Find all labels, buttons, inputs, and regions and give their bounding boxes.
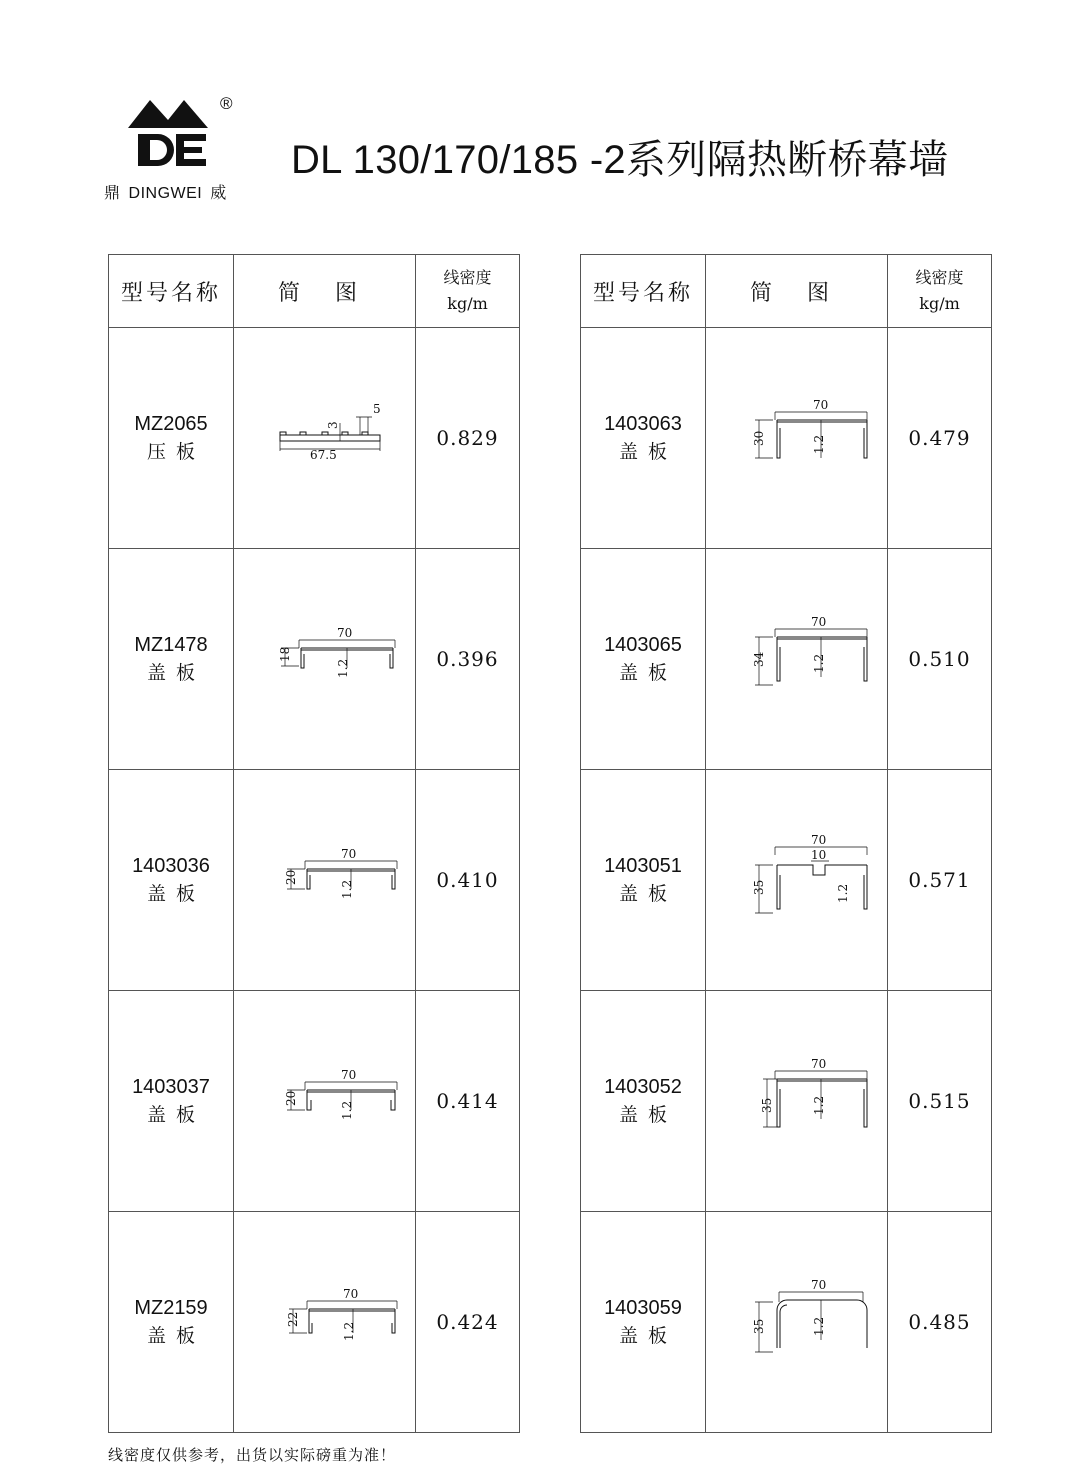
cover-plate-drawing xyxy=(255,624,395,694)
svg-text:1.2: 1.2 xyxy=(341,1321,356,1341)
model-cell: 1403036 盖板 xyxy=(109,770,234,991)
svg-text:35: 35 xyxy=(751,879,766,895)
svg-text:70: 70 xyxy=(340,1068,356,1082)
density-cell: 0.414 xyxy=(416,991,520,1212)
density-cell: 0.485 xyxy=(888,1212,992,1433)
density-cell: 0.510 xyxy=(888,549,992,770)
table-row xyxy=(581,549,992,770)
table-row xyxy=(109,1212,520,1433)
density-cell: 0.515 xyxy=(888,991,992,1212)
model-cell: 1403051 盖板 xyxy=(581,770,706,991)
table-row xyxy=(109,549,520,770)
cover-plate-drawing xyxy=(255,1287,395,1357)
svg-text:1.2: 1.2 xyxy=(339,879,354,899)
header-name: 型号名称 xyxy=(581,255,706,328)
drawing-cell xyxy=(234,549,416,770)
svg-text:30: 30 xyxy=(751,430,766,446)
footnote: 线密度仅供参考，出货以实际磅重为准！ xyxy=(108,1446,397,1464)
model-cell: 1403037 盖板 xyxy=(109,991,234,1212)
svg-text:70: 70 xyxy=(810,1278,826,1292)
density-cell: 0.829 xyxy=(416,328,520,549)
dingwei-logo-icon xyxy=(128,98,218,170)
header-drawing: 简 图 xyxy=(706,255,888,328)
drawing-cell xyxy=(234,328,416,549)
registered-mark: ® xyxy=(220,94,233,113)
cover-plate-drawing xyxy=(727,1057,867,1141)
table-row xyxy=(581,770,992,991)
cover-plate-drawing xyxy=(255,1066,395,1136)
svg-text:34: 34 xyxy=(751,651,766,667)
density-cell: 0.396 xyxy=(416,549,520,770)
svg-text:1.2: 1.2 xyxy=(811,653,826,673)
svg-text:70: 70 xyxy=(812,398,828,412)
svg-text:67.5: 67.5 xyxy=(309,448,337,462)
drawing-cell xyxy=(234,1212,416,1433)
svg-text:22: 22 xyxy=(285,1311,300,1327)
table-row xyxy=(109,328,520,549)
grooved-cover-plate-drawing xyxy=(727,835,867,925)
model-cell: MZ1478 盖板 xyxy=(109,549,234,770)
cover-plate-drawing xyxy=(255,845,395,915)
svg-text:20: 20 xyxy=(283,1090,298,1106)
svg-text:5: 5 xyxy=(372,402,381,416)
svg-text:35: 35 xyxy=(751,1318,766,1334)
drawing-cell xyxy=(706,1212,888,1433)
svg-text:70: 70 xyxy=(342,1287,358,1301)
model-cell: MZ2159 盖板 xyxy=(109,1212,234,1433)
svg-text:1.2: 1.2 xyxy=(335,658,350,678)
svg-text:70: 70 xyxy=(810,615,826,629)
model-cell: 1403059 盖板 xyxy=(581,1212,706,1433)
header-density: 线密度 kg/m xyxy=(416,255,520,328)
drawing-cell xyxy=(234,991,416,1212)
cover-plate-drawing xyxy=(727,398,867,478)
header-drawing: 简 图 xyxy=(234,255,416,328)
svg-text:1.2: 1.2 xyxy=(811,1316,826,1336)
drawing-cell xyxy=(706,991,888,1212)
pressure-plate-drawing xyxy=(260,403,390,473)
svg-text:35: 35 xyxy=(759,1097,774,1113)
table-header xyxy=(581,255,992,328)
model-cell: MZ2065 压板 xyxy=(109,328,234,549)
svg-text:1.2: 1.2 xyxy=(835,883,850,903)
svg-text:20: 20 xyxy=(283,869,298,885)
svg-text:1.2: 1.2 xyxy=(811,434,826,454)
table-row xyxy=(109,991,520,1212)
table-row xyxy=(581,991,992,1212)
rounded-cover-plate-drawing xyxy=(727,1278,867,1362)
table-row xyxy=(581,328,992,549)
density-cell: 0.410 xyxy=(416,770,520,991)
svg-text:3: 3 xyxy=(325,421,340,429)
svg-text:70: 70 xyxy=(810,833,826,847)
table-row xyxy=(109,770,520,991)
header-density: 线密度 kg/m xyxy=(888,255,992,328)
right-spec-table xyxy=(580,254,992,1433)
drawing-cell xyxy=(706,549,888,770)
density-cell: 0.424 xyxy=(416,1212,520,1433)
svg-text:10: 10 xyxy=(810,848,826,862)
cover-plate-drawing xyxy=(727,615,867,699)
brand-name: 鼎 DINGWEI 威 xyxy=(104,185,227,202)
svg-text:70: 70 xyxy=(340,847,356,861)
model-cell: 1403052 盖板 xyxy=(581,991,706,1212)
table-header xyxy=(109,255,520,328)
drawing-cell xyxy=(706,328,888,549)
drawing-cell xyxy=(706,770,888,991)
svg-text:1.2: 1.2 xyxy=(339,1100,354,1120)
table-row xyxy=(581,1212,992,1433)
density-cell: 0.571 xyxy=(888,770,992,991)
left-spec-table xyxy=(108,254,520,1433)
svg-text:18: 18 xyxy=(277,646,292,662)
page-title: DL 130/170/185 -2系列隔热断桥幕墙 xyxy=(291,138,949,182)
model-cell: 1403063 盖板 xyxy=(581,328,706,549)
svg-text:70: 70 xyxy=(336,626,352,640)
drawing-cell xyxy=(234,770,416,991)
density-cell: 0.479 xyxy=(888,328,992,549)
header-name: 型号名称 xyxy=(109,255,234,328)
svg-text:70: 70 xyxy=(810,1057,826,1071)
svg-text:1.2: 1.2 xyxy=(811,1095,826,1115)
model-cell: 1403065 盖板 xyxy=(581,549,706,770)
